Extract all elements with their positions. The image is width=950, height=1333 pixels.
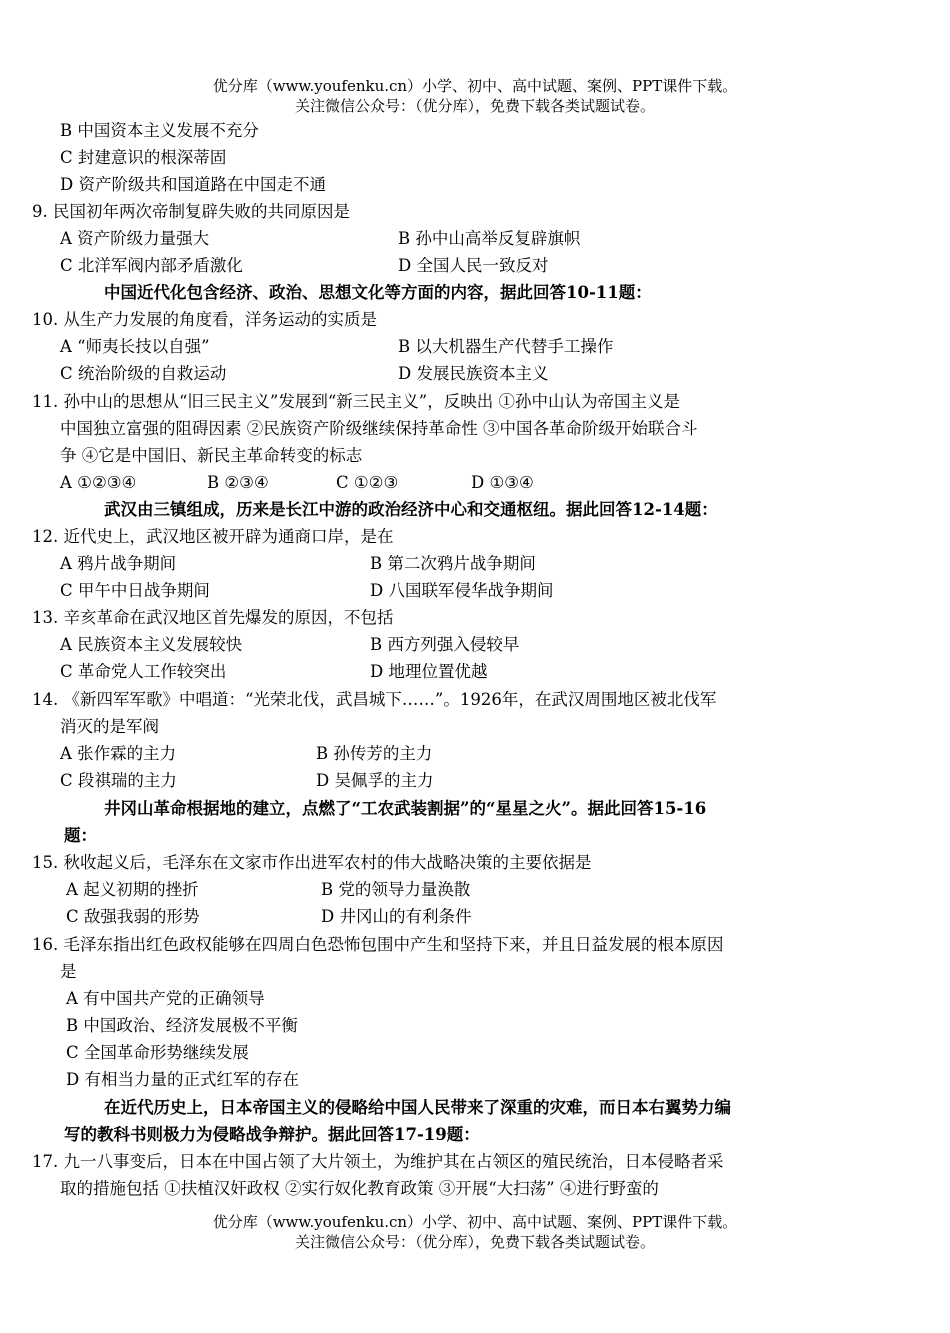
q13-option-c: C 革命党人工作较突出 [60, 662, 227, 681]
page-header [0, 76, 950, 116]
q12-option-d: D 八国联军侵华战争期间 [370, 581, 554, 600]
q15-option-d: D 井冈山的有利条件 [321, 907, 472, 926]
q8-option-d: D 资产阶级共和国道路在中国走不通 [60, 175, 326, 194]
q12-option-b: B 第二次鸦片战争期间 [370, 554, 536, 573]
intro-10-11: 中国近代化包含经济、政治、思想文化等方面的内容，据此回答10-11题： [104, 283, 652, 302]
q15-option-c: C 敌强我弱的形势 [66, 907, 200, 926]
q17-line-2: 取的措施包括 ①扶植汉奸政权 ②实行奴化教育政策 ③开展“大扫荡” ④进行野蛮的 [60, 1179, 659, 1198]
q15-option-a: A 起义初期的挫折 [66, 880, 199, 899]
q9-option-d: D 全国人民一致反对 [398, 256, 549, 275]
q16-line-1: 16. 毛泽东指出红色政权能够在四周白色恐怖包围中产生和坚持下来，并且日益发展的根本原因 [32, 935, 724, 954]
q11-option-b: B ②③④ [207, 473, 269, 492]
q11-line-3: 争 ④它是中国旧、新民主革命转变的标志 [60, 446, 363, 465]
q14-line-2: 消灭的是军阀 [60, 717, 159, 736]
intro-17-19-line-2: 写的教科书则极力为侵略战争辩护。据此回答17-19题： [64, 1125, 480, 1144]
q16-option-a: A 有中国共产党的正确领导 [66, 989, 265, 1008]
q14-option-c: C 段祺瑞的主力 [60, 771, 177, 790]
q10-stem: 10. 从生产力发展的角度看，洋务运动的实质是 [32, 310, 377, 329]
q16-option-d: D 有相当力量的正式红军的存在 [66, 1070, 299, 1089]
q16-option-c: C 全国革命形势继续发展 [66, 1043, 249, 1062]
q15-option-b: B 党的领导力量涣散 [321, 880, 471, 899]
q11-option-d: D ①③④ [471, 473, 534, 492]
q8-option-c: C 封建意识的根深蒂固 [60, 148, 227, 167]
q11-option-a: A ①②③④ [60, 473, 137, 492]
q12-option-a: A 鸦片战争期间 [60, 554, 177, 573]
q13-option-b: B 西方列强入侵较早 [370, 635, 520, 654]
footer-line-2: 关注微信公众号：（优分库），免费下载各类试题试卷。 [294, 1233, 655, 1251]
q14-line-1: 14. 《新四军军歌》中唱道：“光荣北伐，武昌城下……”。1926年，在武汉周围地区被北伐军 [32, 690, 717, 709]
q11-line-2: 中国独立富强的阻碍因素 ②民族资产阶级继续保持革命性 ③中国各革命阶级开始联合斗 [60, 419, 698, 438]
q13-option-d: D 地理位置优越 [370, 662, 488, 681]
q16-line-2: 是 [60, 962, 77, 981]
q13-option-a: A 民族资本主义发展较快 [60, 635, 243, 654]
q13-stem: 13. 辛亥革命在武汉地区首先爆发的原因，不包括 [32, 608, 394, 627]
q14-option-d: D 吴佩孚的主力 [316, 771, 434, 790]
intro-15-16-line-2: 题： [64, 826, 97, 845]
q11-line-1: 11. 孙中山的思想从“旧三民主义”发展到“新三民主义”，反映出 ①孙中山认为帝国主义是 [32, 392, 680, 411]
q8-option-b: B 中国资本主义发展不充分 [60, 121, 259, 140]
header-line-2: 关注微信公众号：（优分库），免费下载各类试题试卷。 [294, 97, 655, 115]
q9-option-c: C 北洋军阀内部矛盾激化 [60, 256, 243, 275]
q9-option-b: B 孙中山高举反复辟旗帜 [398, 229, 581, 248]
q14-option-a: A 张作霖的主力 [60, 744, 177, 763]
q15-stem: 15. 秋收起义后，毛泽东在文家市作出进军农村的伟大战略决策的主要依据是 [32, 853, 592, 872]
q10-option-a: A “师夷长技以自强” [60, 337, 210, 356]
q10-option-b: B 以大机器生产代替手工操作 [398, 337, 614, 356]
footer-line-1: 优分库（www.youfenku.cn）小学、初中、高中试题、案例、PPT课件下载。 [212, 1213, 738, 1231]
intro-17-19-line-1: 在近代历史上，日本帝国主义的侵略给中国人民带来了深重的灾难，而日本右翼势力编 [104, 1098, 731, 1117]
q12-option-c: C 甲午中日战争期间 [60, 581, 210, 600]
intro-15-16-line-1: 井冈山革命根据地的建立，点燃了“工农武装割据”的“星星之火”。据此回答15-16 [104, 799, 707, 818]
q14-option-b: B 孙传芳的主力 [316, 744, 433, 763]
page-footer [0, 1212, 950, 1252]
q17-line-1: 17. 九一八事变后，日本在中国占领了大片领土，为维护其在占领区的殖民统治，日本侵略者采 [32, 1152, 724, 1171]
q9-stem: 9. 民国初年两次帝制复辟失败的共同原因是 [32, 202, 350, 221]
q10-option-c: C 统治阶级的自救运动 [60, 364, 227, 383]
q10-option-d: D 发展民族资本主义 [398, 364, 549, 383]
q9-option-a: A 资产阶级力量强大 [60, 229, 210, 248]
q12-stem: 12. 近代史上，武汉地区被开辟为通商口岸，是在 [32, 527, 394, 546]
intro-12-14: 武汉由三镇组成，历来是长江中游的政治经济中心和交通枢纽。据此回答12-14题： [104, 500, 718, 519]
q16-option-b: B 中国政治、经济发展极不平衡 [66, 1016, 298, 1035]
header-line-1: 优分库（www.youfenku.cn）小学、初中、高中试题、案例、PPT课件下载。 [212, 77, 738, 95]
q11-option-c: C ①②③ [336, 473, 399, 492]
